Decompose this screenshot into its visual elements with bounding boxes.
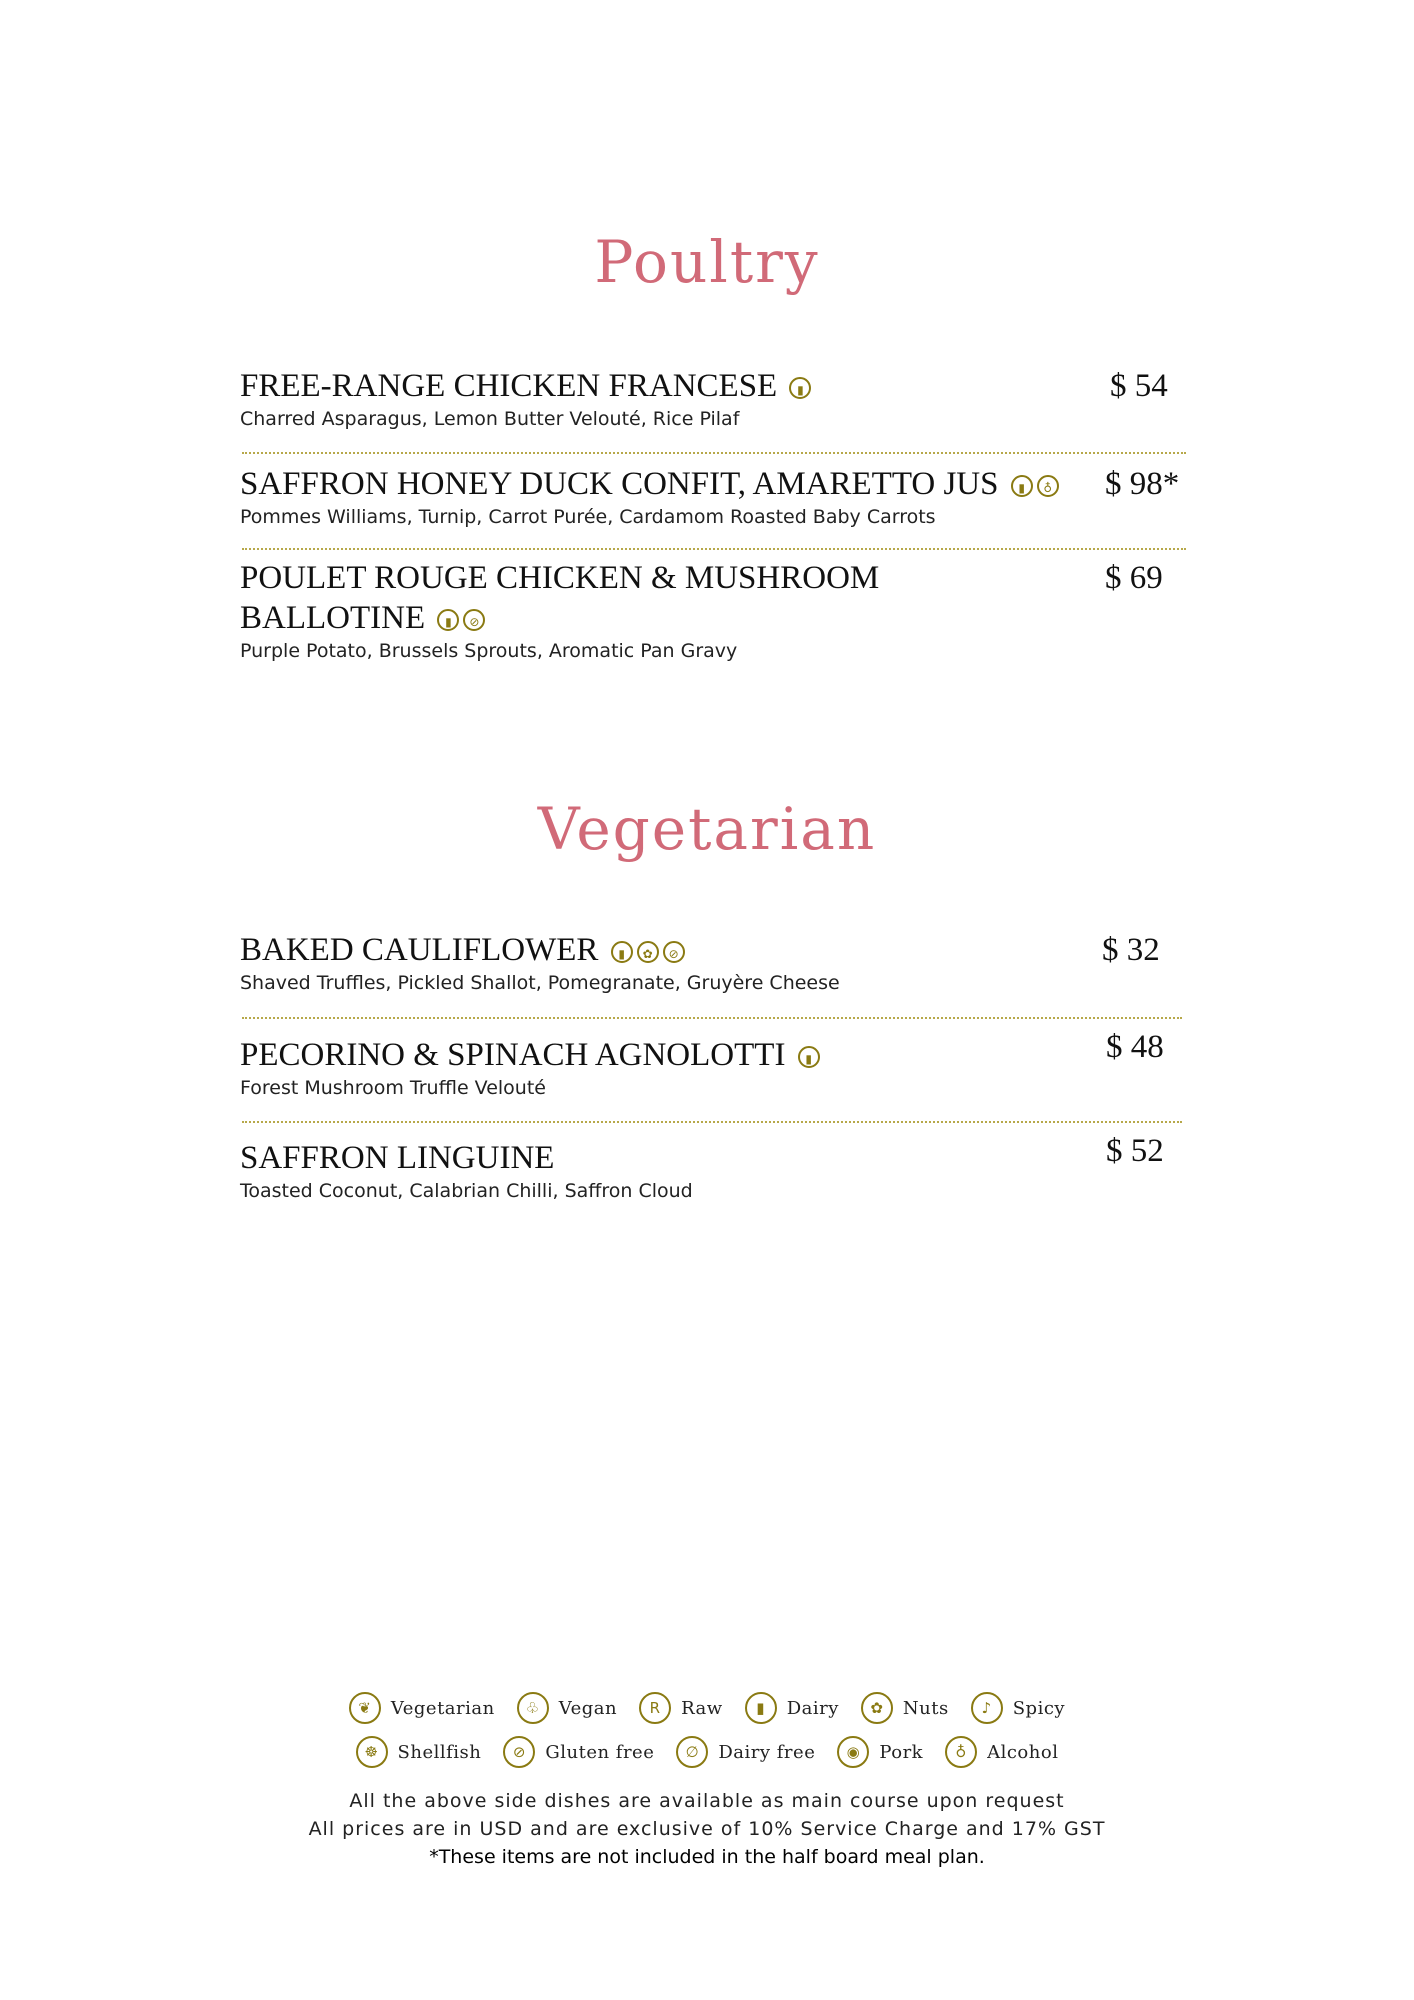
pork-icon: ◉ xyxy=(837,1736,869,1768)
legend-item-shellfish: ☸ Shellfish xyxy=(356,1736,482,1768)
legend-item-vegetarian: ❦ Vegetarian xyxy=(349,1692,495,1724)
raw-icon: R xyxy=(639,1692,671,1724)
section-title-vegetarian: Vegetarian xyxy=(537,795,877,863)
legend-item-dairy: ▮ Dairy xyxy=(745,1692,839,1724)
item-name: SAFFRON LINGUINE xyxy=(240,1140,555,1176)
item-name: BAKED CAULIFLOWER ▮ ✿ ⊘ xyxy=(240,930,1080,970)
dairy-icon: ▮ xyxy=(798,1046,820,1068)
menu-item xyxy=(240,1029,1180,1099)
item-price: $ 32 xyxy=(1102,932,1160,968)
section-title-poultry: Poultry xyxy=(594,228,820,296)
spicy-icon: ♪ xyxy=(971,1692,1003,1724)
legend-item-dairy-free: ∅ Dairy free xyxy=(676,1736,815,1768)
item-price: $ 69 xyxy=(1105,560,1163,596)
divider xyxy=(242,1121,1182,1123)
nuts-icon: ✿ xyxy=(637,941,659,963)
item-price: $ 48 xyxy=(1106,1029,1164,1065)
legend xyxy=(0,1686,1414,1774)
divider xyxy=(242,1017,1182,1019)
menu-item xyxy=(240,366,1180,430)
item-description: Charred Asparagus, Lemon Butter Velouté, Rice Pilaf xyxy=(240,408,740,430)
dairy-icon: ▮ xyxy=(789,377,811,399)
legend-row xyxy=(0,1730,1414,1774)
gluten-free-icon: ⊘ xyxy=(503,1736,535,1768)
legend-item-vegan: ♧ Vegan xyxy=(517,1692,617,1724)
menu-item xyxy=(240,1133,1180,1202)
legend-item-raw: R Raw xyxy=(639,1692,723,1724)
menu-item xyxy=(240,558,1180,662)
legend-item-gluten-free: ⊘ Gluten free xyxy=(503,1736,654,1768)
alcohol-icon: ♁ xyxy=(1037,475,1059,497)
dairy-icon: ▮ xyxy=(745,1692,777,1724)
shellfish-icon: ☸ xyxy=(356,1736,388,1768)
item-name: FREE-RANGE CHICKEN FRANCESE ▮ xyxy=(240,366,1080,406)
legend-item-pork: ◉ Pork xyxy=(837,1736,923,1768)
note-main-course: All the above side dishes are available as main course upon request xyxy=(349,1790,1065,1812)
legend-item-spicy: ♪ Spicy xyxy=(971,1692,1065,1724)
dairy-free-icon: ∅ xyxy=(676,1736,708,1768)
item-name: PECORINO & SPINACH AGNOLOTTI ▮ xyxy=(240,1035,1080,1075)
item-price: $ 98* xyxy=(1105,466,1180,502)
item-description: Forest Mushroom Truffle Velouté xyxy=(240,1077,546,1099)
menu-item xyxy=(240,930,1180,994)
dairy-icon: ▮ xyxy=(1011,475,1033,497)
note-half-board: *These items are not included in the half board meal plan. xyxy=(429,1846,985,1868)
alcohol-icon: ♁ xyxy=(945,1736,977,1768)
legend-row xyxy=(0,1686,1414,1730)
vegetarian-icon: ❦ xyxy=(349,1692,381,1724)
dairy-icon: ▮ xyxy=(437,609,459,631)
nuts-icon: ✿ xyxy=(861,1692,893,1724)
gluten-free-icon: ⊘ xyxy=(463,609,485,631)
item-description: Purple Potato, Brussels Sprouts, Aromatic Pan Gravy xyxy=(240,640,738,662)
item-description: Pommes Williams, Turnip, Carrot Purée, Cardamom Roasted Baby Carrots xyxy=(240,506,936,528)
item-description: Toasted Coconut, Calabrian Chilli, Saffron Cloud xyxy=(240,1180,693,1202)
dairy-icon: ▮ xyxy=(611,941,633,963)
note-prices: All prices are in USD and are exclusive of 10% Service Charge and 17% GST xyxy=(308,1818,1106,1840)
menu-item xyxy=(240,464,1180,528)
divider xyxy=(242,548,1186,550)
item-name: SAFFRON HONEY DUCK CONFIT, AMARETTO JUS ▮ ♁ xyxy=(240,464,1100,504)
gluten-free-icon: ⊘ xyxy=(663,941,685,963)
item-description: Shaved Truffles, Pickled Shallot, Pomegranate, Gruyère Cheese xyxy=(240,972,840,994)
legend-item-nuts: ✿ Nuts xyxy=(861,1692,949,1724)
item-price: $ 54 xyxy=(1110,368,1168,404)
divider xyxy=(242,452,1186,454)
item-name: POULET ROUGE CHICKEN & MUSHROOM BALLOTINE ▮ ⊘ xyxy=(240,560,880,636)
legend-item-alcohol: ♁ Alcohol xyxy=(945,1736,1058,1768)
vegan-icon: ♧ xyxy=(517,1692,549,1724)
item-price: $ 52 xyxy=(1106,1133,1164,1169)
